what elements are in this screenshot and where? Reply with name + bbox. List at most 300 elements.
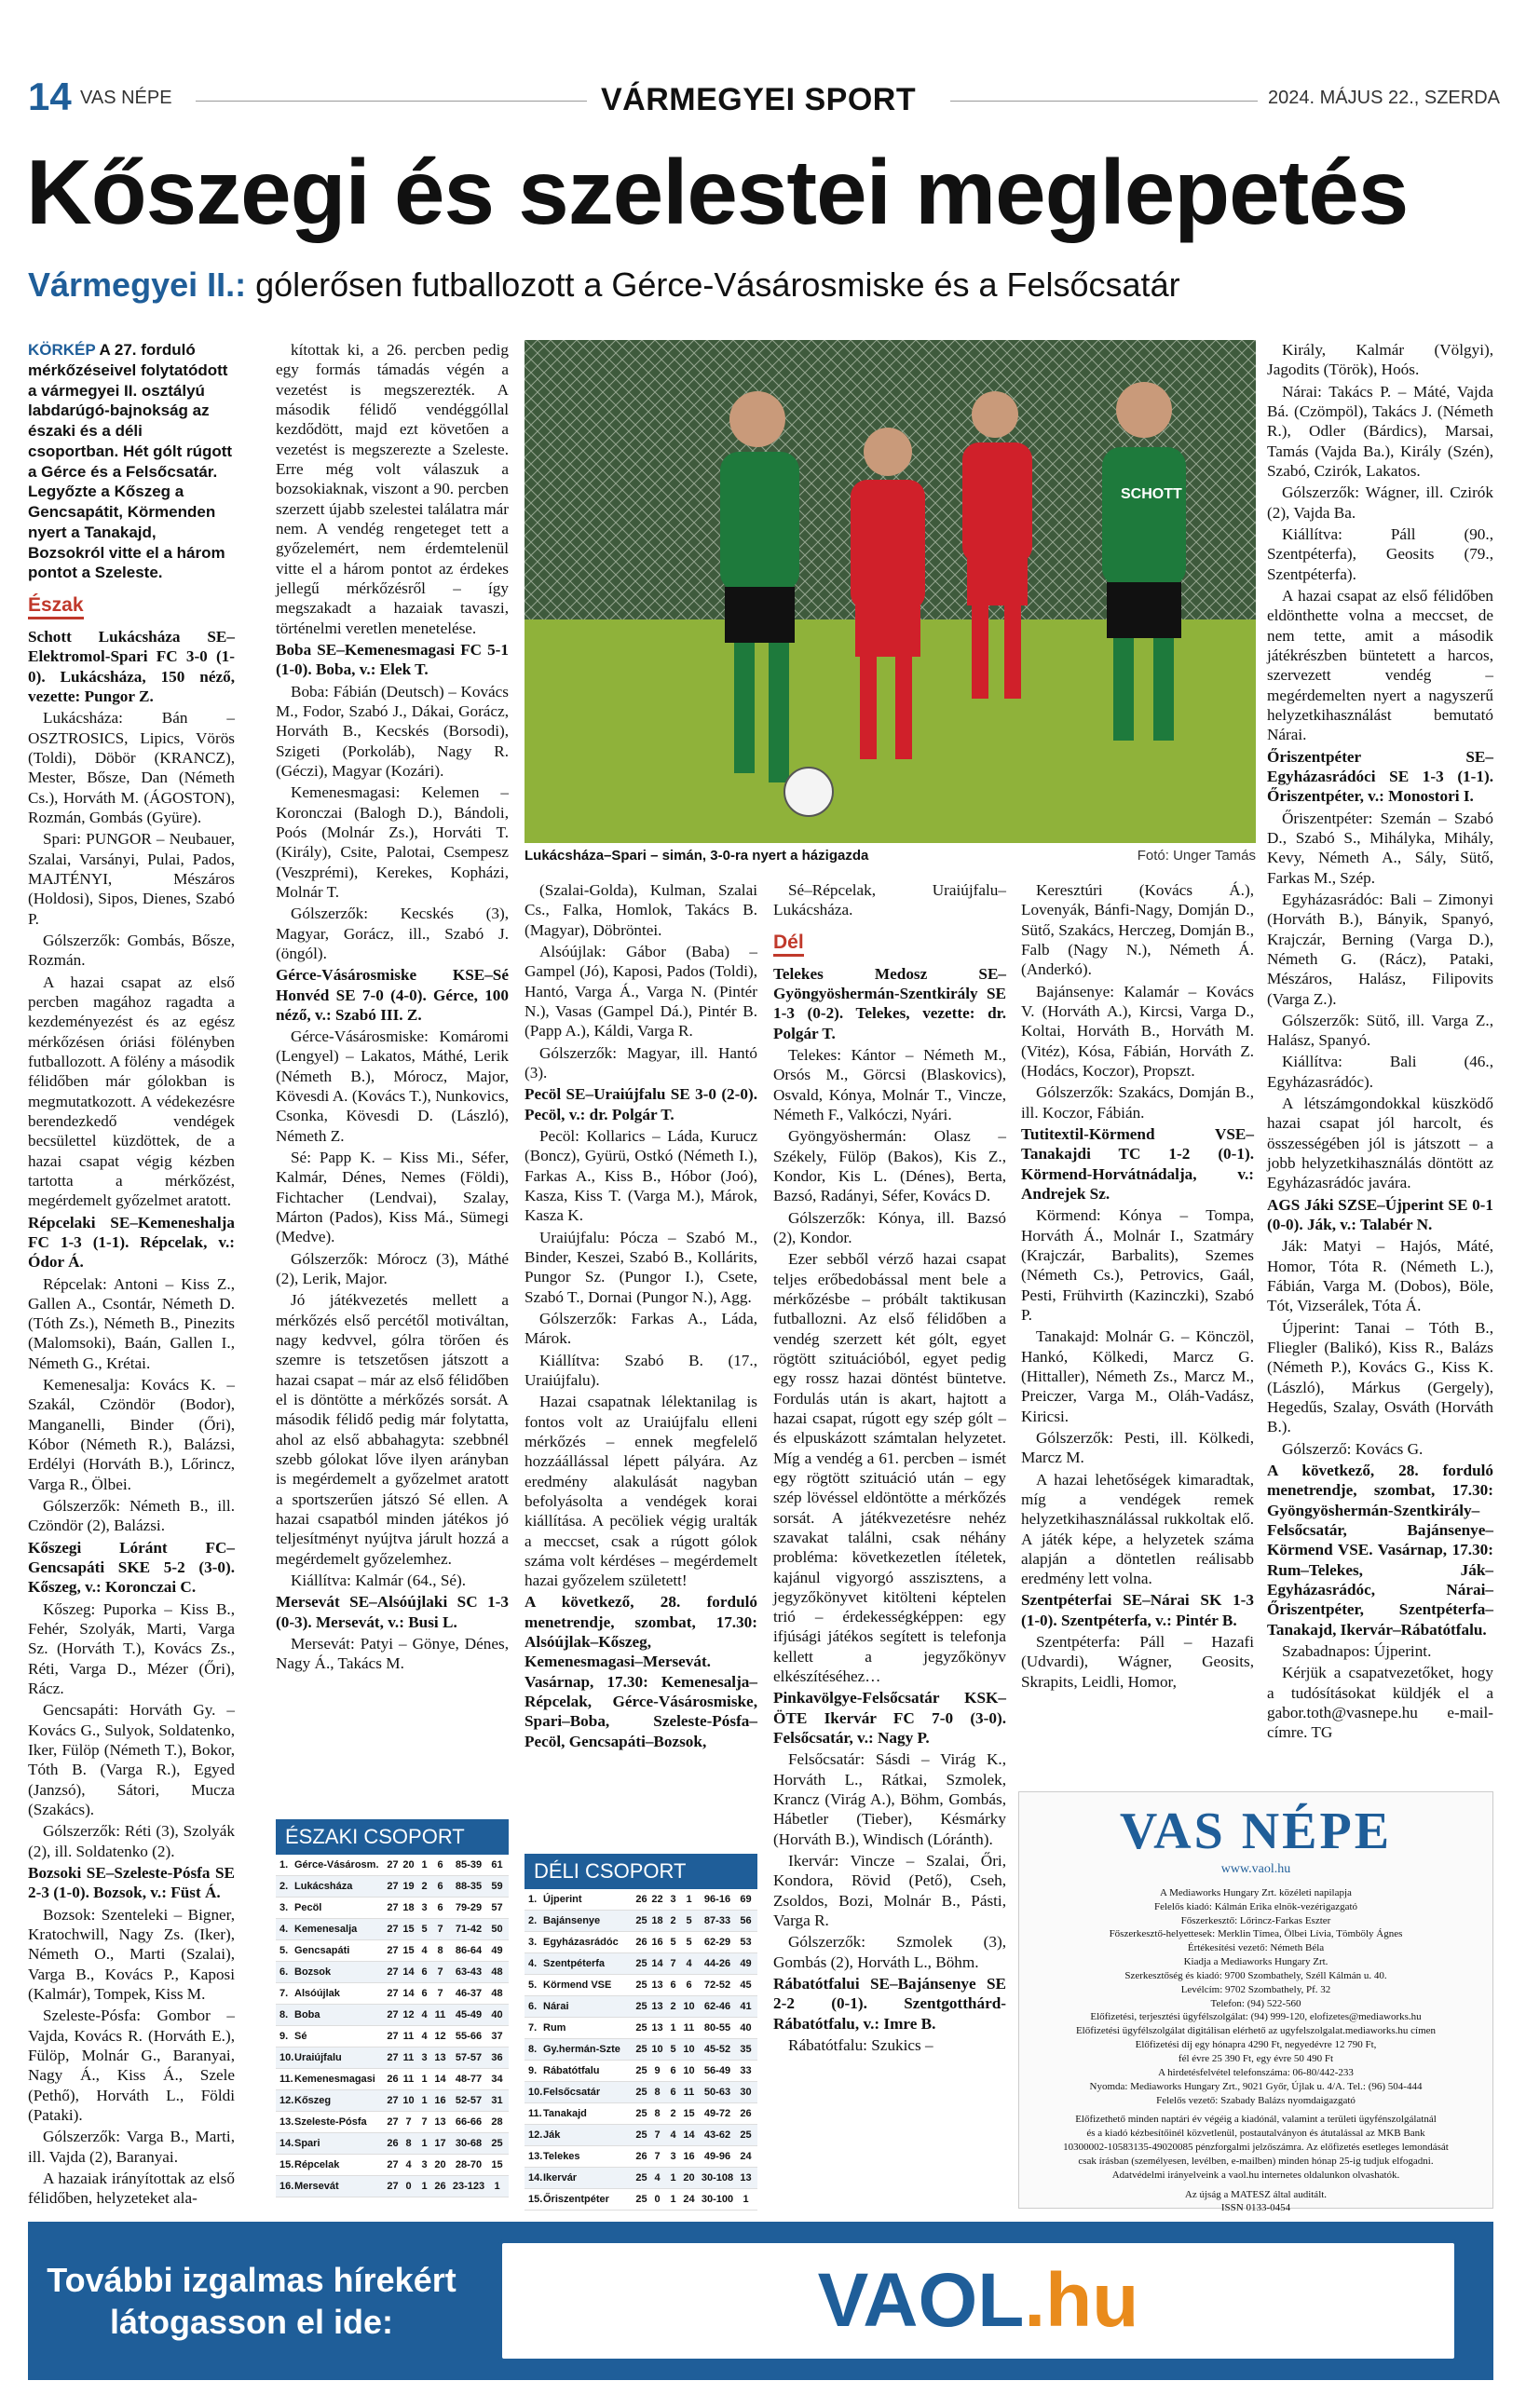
standings-rank: 8. <box>279 2009 289 2020</box>
standings-played: 25 <box>635 2108 647 2119</box>
article-paragraph: Király, Kalmár (Völgyi), Jagodits (Török), Hoós. <box>1267 341 1493 379</box>
match-photo <box>525 340 1256 843</box>
standings-lost: 7 <box>437 1966 443 1978</box>
standings-lost: 6 <box>686 1979 692 1991</box>
article-paragraph: Ikervár: Vincze – Szalai, Őri, Kondora, Rövid (Pető), Cseh, Zsoldos, Bozi, Molnár B., Pásti, Varga R. <box>773 1852 1006 1930</box>
standings-team: Uraiújfalu <box>294 2052 342 2063</box>
standings-team: Ikervár <box>543 2172 578 2184</box>
article-column-5 <box>1021 880 1254 1765</box>
standings-points: 35 <box>740 2044 752 2055</box>
standings-team: Bajánsenye <box>543 1915 601 1926</box>
standings-row <box>276 1876 509 1898</box>
article-paragraph: Pecöl: Kollarics – Láda, Kurucz (Boncz), Gyürü, Ostkó (Németh I.), Farkas A., Kiss B., Hóbor (Joó), Kasza, Kiss T. (Varga M.), Márok, Kasza K. <box>525 1126 757 1225</box>
article-paragraph: Szeleste-Pósfa: Gombor – Vajda, Kovács R. (Horváth E.), Fülöp, Molnár G., Baranyai, Nagy Á., Kiss Á., Szele (Pethő), Horváth L., Földi (Pataki). <box>28 2007 235 2124</box>
article-paragraph: Uraiújfalu: Pócza – Szabó M., Binder, Keszei, Szabó B., Kollárits, Pungor Sz. (Pungor I.), Csete, Szabó T., Dornai (Pungor N.), Agg. <box>525 1228 757 1306</box>
standings-row <box>525 2146 757 2168</box>
standings-lost: 1 <box>686 1894 692 1905</box>
standings-row <box>276 1919 509 1940</box>
standings-goals: 87-33 <box>703 1915 731 1926</box>
standings-drawn: 6 <box>670 2065 676 2076</box>
standings-row <box>276 2026 509 2047</box>
standings-points: 1 <box>494 2181 500 2192</box>
match-heading: Gérce-Vásárosmiske KSE–Sé Honvéd SE 7-0 (4-0). Gérce, 100 néző, v.: Szabó III. Z. <box>276 966 509 1024</box>
masthead-line: ISSN 0133-0454 <box>1220 2202 1291 2214</box>
standings-drawn: 1 <box>421 2181 428 2192</box>
match-heading: Bozsoki SE–Szeleste-Pósfa SE 2-3 (1-0). Bozsok, v.: Füst Á. <box>28 1864 235 1902</box>
standings-drawn: 2 <box>670 2108 676 2119</box>
headline: Kőszegi és szelestei meglepetés <box>26 141 1409 243</box>
article-paragraph: Gólszerzők: Farkas A., Láda, Márok. <box>525 1309 757 1348</box>
standings-team: Gérce-Vásárosm. <box>294 1859 379 1871</box>
article-paragraph: Gólszerzők: Mórocz (3), Máthé (2), Lerik, Major. <box>276 1249 509 1288</box>
article-paragraph: Bozsok: Szenteleki – Bigner, Kratochwill, Nagy Zs. (Iker), Németh O., Marti (Szalai), Varga B., Kovács P., Kaposi (Kalmár), Tompek, Kiss M. <box>28 1905 235 2003</box>
match-heading: Rábatótfalui SE–Bajánsenye SE 2-2 (0-1). Szentgotthárd-Rábatótfalu, v.: Imre B. <box>773 1975 1006 2033</box>
standings-goals: 79-29 <box>455 1902 483 1913</box>
article-paragraph: A hazai csapat az első félidőben eldönthette volna a meccset, de nem tette, amit a második játékrészben büntetett a harcos, szervezett vendég – megérdemelten nyert a nagyszerű helyzetkihasználást bemutató Nárai. <box>1267 586 1493 744</box>
standings-won: 11 <box>402 2052 415 2063</box>
standings-points: 53 <box>740 1937 752 1948</box>
masthead-line: Az újság a MATESZ által auditált. <box>1184 2188 1328 2200</box>
standings-played: 25 <box>635 2194 647 2205</box>
standings-goals: 49-72 <box>703 2108 731 2119</box>
standings-goals: 56-49 <box>703 2065 731 2076</box>
standings-team: Gy.hermán-Szte <box>543 2044 620 2055</box>
article-paragraph: Gólszerzők: Magyar, ill. Hantó (3). <box>525 1043 757 1082</box>
standings-row <box>525 1975 757 1996</box>
standings-played: 27 <box>387 2116 399 2128</box>
standings-played: 26 <box>635 2151 647 2162</box>
article-paragraph: Gólszerzők: Szmolek (3), Gombás (2), Horváth L., Böhm. <box>773 1933 1006 1971</box>
match-heading: Mersevát SE–Alsóújlaki SC 1-3 (0-3). Mersevát, v.: Busi L. <box>276 1593 509 1631</box>
standings-team: Rábatótfalu <box>543 2065 600 2076</box>
standings-played: 25 <box>635 2001 647 2012</box>
standings-points: 61 <box>491 1859 503 1871</box>
standings-points: 49 <box>740 1958 752 1969</box>
masthead-line: Előfizetési, terjesztési ügyfélszolgálat: (94) 999-120, elofizetes@mediaworks.hu <box>1090 2011 1422 2023</box>
standings-won: 0 <box>405 2181 412 2192</box>
banner-text: További izgalmas hírekért látogasson el ide: <box>47 2261 456 2341</box>
standings-rank: 10. <box>279 2052 294 2063</box>
standings-team: Őriszentpéter <box>543 2194 609 2205</box>
article-column-2 <box>276 340 509 1803</box>
standings-rank: 3. <box>528 1937 538 1948</box>
standings-row <box>276 2176 509 2197</box>
article-paragraph: Lukácsháza: Bán – OSZTROSICS, Lipics, Vörös (Toldi), Döbör (KRANCZ), Mester, Bősze, Dan (Németh Cs.), Horváth M. (ÁGOSTON), Rozmán, Gombás (Gyüre). <box>28 709 235 826</box>
standings-goals: 28-70 <box>455 2159 483 2170</box>
article-paragraph: A hazai lehetőségek kimaradtak, míg a vendégek remek helyzetkihasználással rukkoltak elő. A játék képe, a helyzetek száma alapján a döntetlen reálisabb eredmény lett volna. <box>1021 1470 1254 1588</box>
article-paragraph: Nárai: Takács P. – Máté, Vajda Bá. (Czömpöl), Takács J. (Németh R.), Odler (Bárdics), Marsai, Tamás (Vajda Ba.), Király (Szén), Szabó, Czirók, Lakatos. <box>1267 382 1493 480</box>
standings-team: Kemenesmagasi <box>294 2074 375 2085</box>
article-paragraph: Gólszerzők: Szakács, Domján B., ill. Koczor, Fábián. <box>1021 1083 1254 1122</box>
match-heading: Őriszentpéter SE–Egyházasrádóci SE 1-3 (1-1). Őriszentpéter, v.: Monostori I. <box>1267 747 1493 806</box>
standings-lost: 14 <box>683 2129 695 2141</box>
standings-drawn: 4 <box>421 2031 428 2042</box>
standings-rank: 9. <box>528 2065 538 2076</box>
standings-played: 27 <box>387 1902 399 1913</box>
standings-points: 15 <box>491 2159 503 2170</box>
article-paragraph: Gólszerzők: Kónya, ill. Bazsó (2), Kondor. <box>773 1208 1006 1246</box>
masthead-line: Főszerkesztő: Lőrincz-Farkas Eszter <box>1180 1914 1331 1926</box>
standings-won: 12 <box>402 2009 415 2020</box>
subheadline <box>28 265 1500 305</box>
article-paragraph: Gólszerzők: Gombás, Bősze, Rozmán. <box>28 931 235 970</box>
article-paragraph: Rábatótfalu: Szukics – <box>788 2036 933 2055</box>
article-paragraph: Gólszerzők: Wágner, ill. Czirók (2), Vajda Ba. <box>1267 483 1493 522</box>
standings-drawn: 1 <box>670 2194 676 2205</box>
standings-won: 14 <box>651 1958 663 1969</box>
standings-points: 24 <box>740 2151 752 2162</box>
paper-logo: VAS NÉPE <box>1119 1803 1393 1860</box>
masthead-line: Felelős vezető: Szabady Balázs nyomdaigazgató <box>1156 2094 1356 2106</box>
standings-drawn: 1 <box>670 2172 676 2184</box>
match-heading: Pecöl SE–Uraiújfalu SE 3-0 (2-0). Pecöl, v.: dr. Polgár T. <box>525 1085 757 1123</box>
standings-points: 25 <box>740 2129 752 2141</box>
article-paragraph: Kiállítva: Páll (90., Szentpéterfa), Geosits (79., Szentpéterfa). <box>1267 524 1493 583</box>
standings-played: 26 <box>635 1937 647 1948</box>
article-paragraph: Tanakajd: Molnár G. – Könczöl, Hankó, Kölkedi, Marcz G. (Hittaller), Németh Zs., Marcz M., Preiczer, Varga M., Oláh-Vadász, Kiricsi. <box>1021 1327 1254 1425</box>
standings-goals: 48-77 <box>455 2074 483 2085</box>
article-paragraph: Gérce-Vásárosmiske: Komáromi (Lengyel) – Lakatos, Máthé, Lerik (Németh B.), Mórocz, Major, Kövesdi A. (Kovács T.), Nunkovics, Csonka, Kövesdi D. (László), Németh Z. <box>276 1027 509 1145</box>
article-column-3 <box>525 880 757 1844</box>
standings-row <box>276 1962 509 1983</box>
standings-goals: 88-35 <box>455 1881 483 1892</box>
article-paragraph: A létszámgondokkal küszködő hazai csapat jól harcolt, és összességében jól is játszott – a jobb helyzetkihasználás döntött az Egyházasrádóc javára. <box>1267 1095 1493 1192</box>
standings-points: 48 <box>491 1966 503 1978</box>
standings-lost: 20 <box>683 2172 695 2184</box>
standings-rank: 11. <box>279 2074 293 2085</box>
paper-url[interactable]: www.vaol.hu <box>1220 1862 1291 1876</box>
standings-drawn: 7 <box>421 2116 428 2128</box>
subhead-kicker: Vármegyei II.: <box>28 265 247 304</box>
standings-drawn: 1 <box>421 2074 428 2085</box>
article-paragraph: Gyöngyöshermán: Olasz – Székely, Fülöp (Bakos), Kis Z., Kondor, Kis L. (Dénes), Berta, Bazsó, Radányi, Séfer, Kovács D. <box>773 1127 1006 1205</box>
photo-credit: Fotó: Unger Tamás <box>1137 848 1256 864</box>
standings-rank: 1. <box>279 1859 289 1871</box>
match-heading: A következő, 28. forduló menetrendje, szombat, 17.30: Gyöngyöshermán-Szentkirály–Felsőcsatár, Bajánsenye–Körmend VSE. Vasárnap, 17.30: Rum–Telekes, Ják–Egyházasrádóc, Nárai–Őriszentpéter, Szentpéterfa–Tanakajd, Ikervár–Rábatótfalu. <box>1267 1462 1493 1639</box>
standings-team: Egyházasrádóc <box>543 1937 619 1948</box>
standings-won: 8 <box>405 2138 412 2149</box>
standings-rank: 15. <box>528 2194 543 2205</box>
standings-drawn: 7 <box>670 1958 676 1969</box>
photo-caption <box>525 848 1256 864</box>
section-title: VÁRMEGYEI SPORT <box>601 82 917 117</box>
standings-points: 37 <box>491 2031 503 2042</box>
article-paragraph: Gólszerzők: Varga B., Marti, ill. Vajda (2), Baranyai. <box>28 2128 235 2166</box>
standings-won: 19 <box>402 1881 415 1892</box>
standings-row <box>276 2133 509 2155</box>
standings-won: 22 <box>651 1894 663 1905</box>
standings-lost: 4 <box>686 1958 692 1969</box>
standings-won: 14 <box>402 1988 415 1999</box>
standings-goals: 55-66 <box>455 2031 483 2042</box>
standings-row <box>525 2168 757 2189</box>
article-paragraph: Bajánsenye: Kalamár – Kovács V. (Horváth A.), Kircsi, Varga D., Koltai, Horváth B., Horváth M. (Vitéz), Kósa, Fábián, Horváth Z. (Hodács, Koczor), Propszt. <box>1021 982 1254 1080</box>
standings-won: 4 <box>654 2172 661 2184</box>
standings-won: 13 <box>651 2022 663 2034</box>
match-heading: Pinkavölgye-Felsőcsatár KSK–ÖTE Ikervár FC 7-0 (3-0). Felsőcsatár, v.: Nagy P. <box>773 1689 1006 1748</box>
caption-text: Lukácsháza–Spari – simán, 3-0-ra nyert a házigazda <box>525 848 869 864</box>
standings-played: 26 <box>635 1894 647 1905</box>
standings-goals: 30-68 <box>455 2138 483 2149</box>
standings-goals: 50-63 <box>703 2087 731 2098</box>
standings-lost: 10 <box>683 2065 695 2076</box>
article-paragraph: kítottak ki, a 26. percben pedig egy formás támadás végén a vezetést is megszerezték. A második félidő vendéggóllal kezdődött, majd ezt követően a vezetést is megszerezte a Szeleste. Erre még volt válaszuk a bozsokiaknak, viszont a 90. percben szerzett újabb szelestei találatra már nem. A vendég rengeteget tett a győzelemért, nem érdemtelenül vitte el a három pontot az érdekes jellegű mérkőzésről – így megszakadt a hazaiak tavaszi, történelmi veretlen menetelése. <box>276 341 509 637</box>
standings-points: 26 <box>740 2108 752 2119</box>
standings-points: 49 <box>491 1945 503 1956</box>
standings-row <box>525 1932 757 1953</box>
standings-row <box>276 2047 509 2069</box>
article-paragraph: Jó játékvezetés mellett a mérkőzés első percétől motiváltan, nagy kedvvel, gólra törően és szemre is tetszetősen játszott a hazai csapat – már az első félidőben el is döntötte a mérkőzés sorsát. A második félidő pedig már folytatta, ahol az első abbahagyta: szebbnél szebb gólokat lőve ilyen arányban is megérdemelt a győzelmet aratott a sportszerűen játszó Sé ellen. A hazai csapatból minden játékos jó teljesítményt nyújtva járult hozzá a megérdemelt győzelemhez. <box>276 1291 509 1568</box>
standings-rank: 6. <box>528 2001 538 2012</box>
article-paragraph: Hazai csapatnak lélektanilag is fontos volt az Uraiújfalu elleni mérkőzés – ennek megfelelő hozzáállással lépett pályára. Az eredmény alakulását nagyban befolyásolta a vendégek korai kiállítása. A pecöliek végig uralták a meccset, csak a rúgott gólok száma volt kérdéses – megérdemelt hazai győzelem született! <box>525 1393 757 1590</box>
standings-won: 18 <box>402 1902 415 1913</box>
masthead-line: Szerkesztőség és kiadó: 9700 Szombathely, Széll Kálmán u. 40. <box>1124 1969 1387 1981</box>
standings-rank: 7. <box>528 2022 538 2034</box>
standings-played: 27 <box>387 2009 399 2020</box>
standings-lost: 8 <box>437 1945 443 1956</box>
standings-rank: 14. <box>279 2138 294 2149</box>
article-paragraph: Gencsapáti: Horváth Gy. – Kovács G., Sulyok, Soldatenko, Iker, Fülöp (Németh T.), Bokor, Tóth B. (Varga R.), Egyed (Janzsó), Sátori, Mucza (Szakács). <box>28 1701 235 1819</box>
article-paragraph: Őriszentpéter: Szemán – Szabó D., Szabó S., Mihálykа, Mihály, Kevy, Németh A., Sály, Sütő, Farkas M., Szép. <box>1267 809 1493 887</box>
standings-drawn: 5 <box>670 2044 676 2055</box>
standings-played: 27 <box>387 1881 399 1892</box>
match-heading: Kőszegi Lóránt FC–Gencsapáti SKE 5-2 (3-0). Kőszeg, v.: Koronczai C. <box>28 1538 235 1597</box>
standings-won: 14 <box>402 1966 415 1978</box>
standings-team: Körmend VSE <box>543 1979 612 1991</box>
standings-played: 26 <box>387 2074 399 2085</box>
standings-played: 25 <box>635 2065 647 2076</box>
standings-drawn: 6 <box>421 1988 428 1999</box>
standings-lost: 7 <box>437 1988 443 1999</box>
standings-lost: 13 <box>434 2116 446 2128</box>
banner-brand-box[interactable] <box>498 2239 1458 2362</box>
match-heading: Telekes Medosz SE–Gyöngyöshermán-Szentkirály SE 1-3 (0-2). Telekes, vezette: dr. Polgár T. <box>773 964 1006 1042</box>
standings-points: 48 <box>491 1988 503 1999</box>
table-north <box>276 1819 509 2197</box>
standings-won: 10 <box>651 2044 663 2055</box>
standings-played: 27 <box>387 2031 399 2042</box>
masthead-box <box>1018 1791 1493 2214</box>
standings-drawn: 2 <box>670 2001 676 2012</box>
match-heading: Szentpéterfai SE–Nárai SK 1-3 (1-0). Szentpéterfa, v.: Pintér B. <box>1021 1591 1254 1629</box>
standings-row <box>525 1953 757 1975</box>
standings-row <box>525 1911 757 1932</box>
standings-rank: 8. <box>528 2044 538 2055</box>
article-paragraph: Szentpéterfa: Páll – Hazafi (Udvardi), Wágner, Geosits, Skrapits, Leidli, Homor, <box>1021 1633 1254 1691</box>
standings-goals: 80-55 <box>703 2022 731 2034</box>
standings-team: Nárai <box>543 2001 569 2012</box>
article-paragraph: Gólszerzők: Sütő, ill. Varga Z., Halász, Spanyó. <box>1267 1011 1493 1050</box>
standings-team: Kemenesalja <box>294 1924 358 1935</box>
standings-points: 50 <box>491 1924 503 1935</box>
standings-won: 4 <box>405 2159 412 2170</box>
standings-goals: 45-52 <box>703 2044 731 2055</box>
standings-row <box>525 2125 757 2146</box>
standings-team: Lukácsháza <box>294 1881 353 1892</box>
standings-rank: 9. <box>279 2031 289 2042</box>
standings-lost: 12 <box>434 2031 446 2042</box>
masthead-line: Telefon: (94) 522-560 <box>1210 1997 1301 2009</box>
lead-kicker: KÖRKÉP <box>28 341 96 359</box>
masthead-line: Levélcím: 9702 Szombathely, Pf. 32 <box>1180 1983 1331 1995</box>
standings-lost: 5 <box>686 1915 692 1926</box>
masthead-line: Kiadja a Mediaworks Hungary Zrt. <box>1183 1956 1328 1968</box>
standings-lost: 6 <box>437 1881 443 1892</box>
masthead-line: Értékesítési vezető: Németh Béla <box>1187 1942 1325 1954</box>
standings-team: Sé <box>294 2031 307 2042</box>
region-heading-south: Dél <box>773 932 804 957</box>
standings-team: Pecöl <box>294 1902 322 1913</box>
match-heading: Boba SE–Kemenesmagasi FC 5-1 (1-0). Boba, v.: Elek T. <box>276 640 509 679</box>
standings-drawn: 4 <box>670 2129 676 2141</box>
standings-played: 25 <box>635 1979 647 1991</box>
promo-banner[interactable] <box>28 2222 1493 2380</box>
standings-goals: 63-43 <box>455 1966 483 1978</box>
standings-won: 8 <box>654 2108 661 2119</box>
masthead-line: csak írásban (személyesen, levélben, e-mailben) minden hónap 25-ig tudjuk elfogadni. <box>1078 2155 1434 2167</box>
standings-won: 7 <box>654 2151 661 2162</box>
subhead-text: gólerősen futballozott a Gérce-Vásárosmiske és a Felsőcsatár <box>246 265 1180 304</box>
standings-played: 26 <box>387 2138 399 2149</box>
standings-lost: 7 <box>437 1924 443 1935</box>
standings-won: 16 <box>651 1937 663 1948</box>
standings-drawn: 2 <box>670 1915 676 1926</box>
standings-rank: 1. <box>528 1894 538 1905</box>
standings-rank: 14. <box>528 2172 543 2184</box>
table-south-title: DÉLI CSOPORT <box>525 1854 757 1889</box>
match-heading: AGS Jáki SZSE–Újperint SE 0-1 (0-0). Ják, v.: Talabér N. <box>1267 1195 1493 1234</box>
standings-lost: 26 <box>434 2181 446 2192</box>
table-south <box>525 1854 757 2211</box>
standings-lost: 24 <box>683 2194 695 2205</box>
standings-goals: 46-37 <box>455 1988 483 1999</box>
standings-team: Rum <box>543 2022 566 2034</box>
article-paragraph: Kiállítva: Kalmár (64., Sé). <box>291 1571 467 1590</box>
region-heading-north: Észak <box>28 594 84 619</box>
standings-points: 57 <box>491 1902 503 1913</box>
football <box>784 768 833 816</box>
standings-lost: 11 <box>683 2022 695 2034</box>
page-header <box>28 75 1500 127</box>
standings-played: 25 <box>635 1915 647 1926</box>
article-paragraph: Kérjük a csapatvezetőket, hogy a tudósításokat küldjék el a gabor.toth@vasnepe.hu e-mail-címre. TG <box>1267 1664 1493 1742</box>
article-paragraph: Ják: Matyi – Hajós, Máté, Homor, Tóta R. (Németh L.), Fábián, Varga M. (Dobos), Böle, Tót, Vizserálek, Tóta Á. <box>1267 1237 1493 1315</box>
masthead-line: és a kiadó kézbesítőinél közvetlenül, postautalványon és átutalással az MKB Bank <box>1086 2128 1425 2140</box>
standings-played: 27 <box>387 2159 399 2170</box>
standings-row <box>276 2090 509 2112</box>
standings-points: 33 <box>740 2065 752 2076</box>
standings-rank: 15. <box>279 2159 294 2170</box>
standings-lost: 20 <box>434 2159 446 2170</box>
article-paragraph: Répcelak: Antoni – Kiss Z., Gallen A., Csontár, Németh D. (Tóth Zs.), Németh B., Pinezits (Malomsoki), Baán, Gallen I., Németh G., Krétai. <box>28 1274 235 1372</box>
standings-drawn: 4 <box>421 2009 428 2020</box>
standings-rank: 6. <box>279 1966 289 1978</box>
standings-won: 0 <box>654 2194 661 2205</box>
article-paragraph: Kőszeg: Puporka – Kiss B., Fehér, Szolyák, Marti, Varga Sz. (Horváth T.), Kovács Zs., Réti, Varga D., Mézer (Őri), Rácz. <box>28 1599 235 1698</box>
article-paragraph: Spari: PUNGOR – Neubauer, Szalai, Varsányi, Pulai, Pados, MAJTÉNYI, Mészáros (Holdosi), Sipos, Dienes, Szabó P. <box>28 830 235 928</box>
standings-won: 9 <box>654 2065 661 2076</box>
masthead-line: Előfizethető minden naptári év végéig a kiadónál, valamint a területi ügyfénszolgálatnál <box>1075 2114 1437 2126</box>
masthead-line: fél évre 25 390 Ft, egy évre 50 490 Ft <box>1178 2053 1334 2065</box>
standings-won: 18 <box>651 1915 663 1926</box>
article-paragraph: Szabadnapos: Újperint. <box>1282 1642 1432 1660</box>
standings-team: Tanakajd <box>543 2108 587 2119</box>
standings-rank: 2. <box>279 1881 289 1892</box>
standings-drawn: 6 <box>670 2087 676 2098</box>
standings-points: 40 <box>740 2022 752 2034</box>
masthead-line: 10300002-10583135-49020085 pénzforgalmi jelzőszámra. Az előfizetés esetleges lemondását <box>1063 2142 1449 2154</box>
standings-points: 1 <box>743 2194 749 2205</box>
standings-goals: 62-46 <box>703 2001 731 2012</box>
standings-played: 27 <box>387 2052 399 2063</box>
standings-rank: 5. <box>528 1979 538 1991</box>
standings-won: 20 <box>402 1859 415 1871</box>
standings-goals: 62-29 <box>703 1937 731 1948</box>
standings-points: 41 <box>740 2001 752 2012</box>
article-paragraph: Gólszerzők: Réti (3), Szolyák (2), ill. Soldatenko (2). <box>28 1822 235 1860</box>
article-paragraph: Gólszerzők: Németh B., ill. Czöndör (2), Balázsi. <box>28 1497 235 1535</box>
standings-played: 27 <box>387 1924 399 1935</box>
standings-team: Kőszeg <box>294 2095 332 2106</box>
standings-rank: 4. <box>528 1958 538 1969</box>
standings-won: 15 <box>402 1945 415 1956</box>
page-number: 14 <box>28 75 72 118</box>
standings-played: 25 <box>635 2022 647 2034</box>
standings-points: 25 <box>491 2138 503 2149</box>
header-rule-right <box>950 101 1258 102</box>
standings-goals: 85-39 <box>455 1859 483 1871</box>
article-paragraph: Gólszerzők: Pesti, ill. Kölkedi, Marcz M. <box>1021 1428 1254 1467</box>
standings-won: 11 <box>402 2074 415 2085</box>
standings-points: 36 <box>491 2052 503 2063</box>
standings-played: 25 <box>635 2044 647 2055</box>
standings-rank: 3. <box>279 1902 289 1913</box>
standings-goals: 86-64 <box>455 1945 483 1956</box>
standings-row <box>276 1898 509 1919</box>
standings-goals: 72-52 <box>703 1979 731 1991</box>
banner-brand: VAOL <box>817 2258 1025 2343</box>
standings-row <box>276 1855 509 1876</box>
standings-team: Gencsapáti <box>294 1945 350 1956</box>
standings-row <box>525 1996 757 2018</box>
standings-row <box>525 2103 757 2125</box>
standings-goals: 30-108 <box>701 2172 734 2184</box>
article-paragraph: Sé: Papp K. – Kiss Mi., Séfer, Kalmár, Dénes, Nemes (Földi), Fichtacher (Lendvai), Szalay, Márton (Pados), Kiss Má., Sümegi (Medve). <box>276 1149 509 1246</box>
standings-drawn: 1 <box>421 2095 428 2106</box>
standings-drawn: 2 <box>421 1881 428 1892</box>
standings-played: 27 <box>387 1859 399 1871</box>
article-paragraph: Kemenesalja: Kovács K. – Szakál, Czöndör (Bodor), Manganelli, Binder (Őri), Kóbor (Németh R.), Balázsi, Erdélyi (Horváth B.), Lőrincz, Varga R., Ölbei. <box>28 1376 235 1493</box>
standings-played: 25 <box>635 2087 647 2098</box>
standings-goals: 57-57 <box>455 2052 483 2063</box>
standings-rank: 5. <box>279 1945 289 1956</box>
masthead-line: A Mediaworks Hungary Zrt. közéleti napilapja <box>1160 1886 1352 1898</box>
article-paragraph: Kiállítva: Szabó B. (17., Uraiújfalu). <box>525 1351 757 1389</box>
standings-row <box>525 2039 757 2061</box>
standings-lost: 14 <box>434 2074 446 2085</box>
standings-played: 25 <box>635 2172 647 2184</box>
article-paragraph: Gólszerzők: Kecskés (3), Magyar, Gorácz, ill., Szabó J. (öngól). <box>276 905 509 962</box>
standings-points: 59 <box>491 1881 503 1892</box>
match-heading: Répcelaki SE–Kemeneshalja FC 1-3 (1-1). Répcelak, v.: Ódor Á. <box>28 1213 235 1272</box>
standings-lost: 6 <box>437 1902 443 1913</box>
standings-played: 27 <box>387 1988 399 1999</box>
article-column-1 <box>28 340 235 2212</box>
banner-tld: .hu <box>1024 2258 1139 2343</box>
standings-drawn: 3 <box>421 2159 428 2170</box>
standings-row <box>525 2018 757 2039</box>
standings-drawn: 5 <box>421 1924 428 1935</box>
